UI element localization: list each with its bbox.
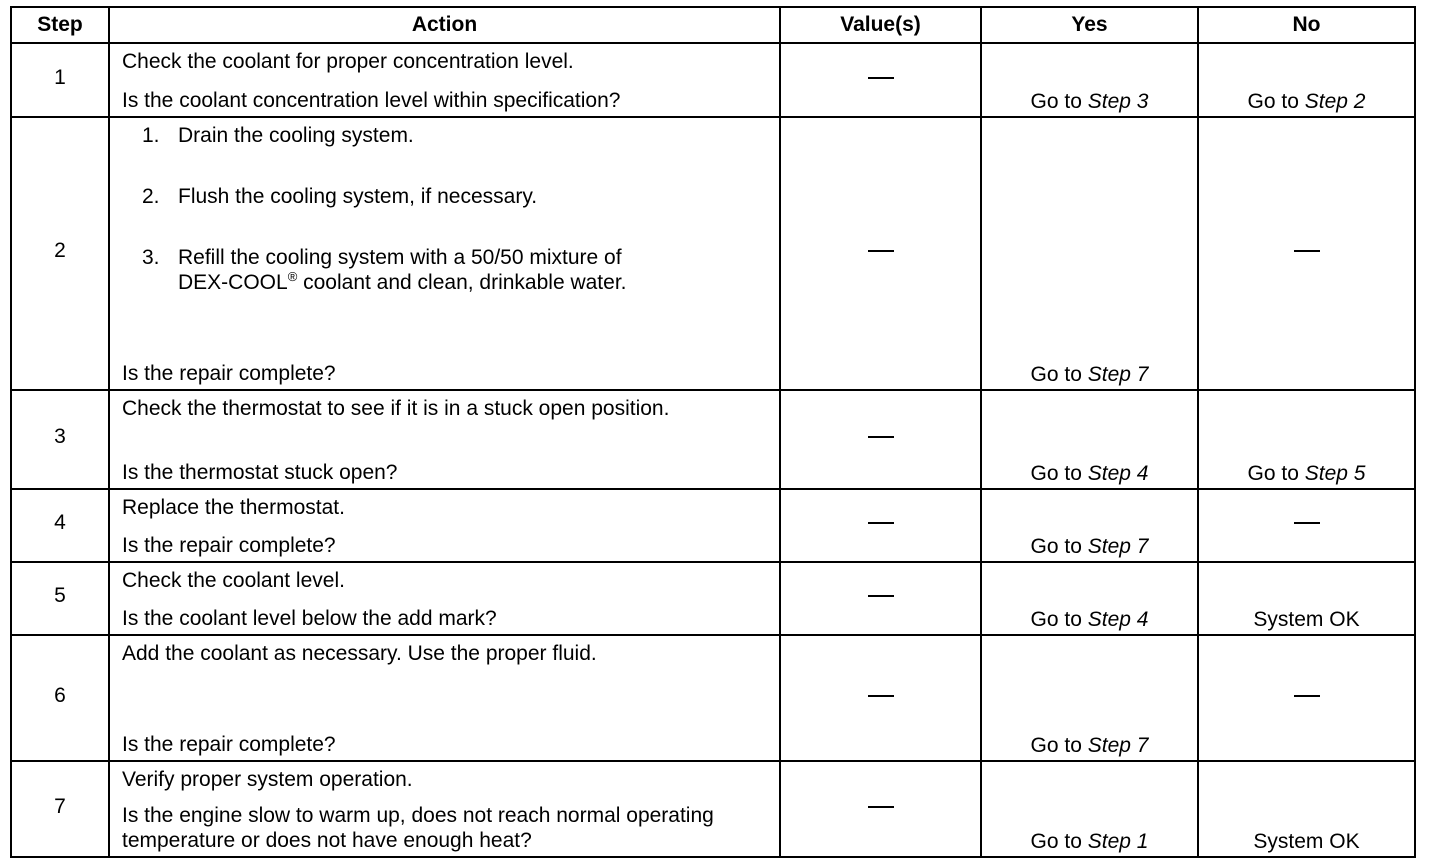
substep-text: Refill the cooling system with a 50/50 mixture of DEX-COOL® coolant and clean, drinkable water. <box>178 246 627 294</box>
value-cell <box>780 390 981 489</box>
table-row <box>11 489 1415 562</box>
substep-item <box>142 245 769 295</box>
value-dash <box>868 250 894 252</box>
value-cell <box>780 43 981 117</box>
table-row <box>11 390 1415 489</box>
no-result-text: System OK <box>1253 608 1360 631</box>
diagnostic-table <box>10 6 1416 858</box>
no-dash <box>1294 695 1320 697</box>
value-cell <box>780 761 981 857</box>
value-cell <box>780 635 981 761</box>
yes-step-link: Step 4 <box>1087 608 1149 631</box>
yes-prefix: Go to <box>1030 734 1082 757</box>
substep-number: 3. <box>142 246 160 269</box>
table-row <box>11 117 1415 390</box>
header-row <box>11 7 1415 43</box>
header-no: No <box>1198 7 1415 43</box>
yes-prefix: Go to <box>1030 608 1082 631</box>
no-cell <box>1198 562 1415 635</box>
substep-item <box>142 184 769 209</box>
header-step: Step <box>11 7 109 43</box>
action-cell <box>109 390 780 489</box>
substep-number: 1. <box>142 124 160 147</box>
value-dash <box>868 806 894 808</box>
step-number: 1 <box>11 43 109 117</box>
action-cell <box>109 489 780 562</box>
action-cell <box>109 43 780 117</box>
action-cell <box>109 117 780 390</box>
header-action: Action <box>109 7 780 43</box>
table-row <box>11 43 1415 117</box>
no-prefix: Go to <box>1247 462 1299 485</box>
no-prefix: Go to <box>1247 90 1299 113</box>
step-number: 5 <box>11 562 109 635</box>
question-text: Is the repair complete? <box>122 733 336 756</box>
yes-cell <box>981 390 1198 489</box>
no-dash <box>1294 250 1320 252</box>
instruction-text: Check the thermostat to see if it is in a stuck open position. <box>122 397 670 420</box>
no-result-text: System OK <box>1253 830 1360 853</box>
substep-item <box>142 123 769 148</box>
step-number: 6 <box>11 635 109 761</box>
header-yes: Yes <box>981 7 1198 43</box>
yes-prefix: Go to <box>1030 363 1082 386</box>
action-cell <box>109 635 780 761</box>
yes-step-link: Step 7 <box>1087 734 1149 757</box>
table-row <box>11 635 1415 761</box>
question-text: Is the thermostat stuck open? <box>122 461 398 484</box>
question-text: Is the coolant level below the add mark? <box>122 607 497 630</box>
yes-step-link: Step 1 <box>1087 830 1149 853</box>
substep-number: 2. <box>142 185 160 208</box>
no-cell <box>1198 43 1415 117</box>
yes-cell <box>981 489 1198 562</box>
step-number: 3 <box>11 390 109 489</box>
yes-step-link: Step 3 <box>1087 90 1149 113</box>
step-number: 2 <box>11 117 109 390</box>
action-cell <box>109 562 780 635</box>
yes-prefix: Go to <box>1030 830 1082 853</box>
question-text: Is the repair complete? <box>122 534 336 557</box>
yes-prefix: Go to <box>1030 535 1082 558</box>
yes-step-link: Step 7 <box>1087 363 1149 386</box>
header-values: Value(s) <box>780 7 981 43</box>
value-cell <box>780 117 981 390</box>
no-cell <box>1198 390 1415 489</box>
step-number: 7 <box>11 761 109 857</box>
substep-text: Flush the cooling system, if necessary. <box>178 185 538 208</box>
yes-prefix: Go to <box>1030 90 1082 113</box>
yes-cell <box>981 117 1198 390</box>
yes-cell <box>981 43 1198 117</box>
no-step-link: Step 5 <box>1304 462 1366 485</box>
yes-cell <box>981 635 1198 761</box>
value-cell <box>780 562 981 635</box>
registered-mark: ® <box>287 269 298 284</box>
no-cell <box>1198 761 1415 857</box>
value-dash <box>868 595 894 597</box>
instruction-text: Check the coolant for proper concentration level. <box>122 50 574 73</box>
table-row <box>11 562 1415 635</box>
value-dash <box>868 695 894 697</box>
no-cell <box>1198 635 1415 761</box>
question-text: Is the coolant concentration level within specification? <box>122 89 621 112</box>
instruction-text: Verify proper system operation. <box>122 768 413 791</box>
substep-text: Drain the cooling system. <box>178 124 414 147</box>
no-dash <box>1294 522 1320 524</box>
table-row <box>11 761 1415 857</box>
value-dash <box>868 522 894 524</box>
yes-cell <box>981 562 1198 635</box>
yes-cell <box>981 761 1198 857</box>
instruction-text: Add the coolant as necessary. Use the proper fluid. <box>122 642 597 665</box>
yes-prefix: Go to <box>1030 462 1082 485</box>
yes-step-link: Step 7 <box>1087 535 1149 558</box>
instruction-text: Check the coolant level. <box>122 569 345 592</box>
action-cell <box>109 761 780 857</box>
value-cell <box>780 489 981 562</box>
instruction-text: Replace the thermostat. <box>122 496 345 519</box>
question-text: Is the engine slow to warm up, does not reach normal operating temperature or does not have enough heat? <box>122 804 714 852</box>
no-cell <box>1198 117 1415 390</box>
step-number: 4 <box>11 489 109 562</box>
value-dash <box>868 436 894 438</box>
no-cell <box>1198 489 1415 562</box>
value-dash <box>868 77 894 79</box>
no-step-link: Step 2 <box>1304 90 1366 113</box>
question-text: Is the repair complete? <box>122 362 336 385</box>
yes-step-link: Step 4 <box>1087 462 1149 485</box>
